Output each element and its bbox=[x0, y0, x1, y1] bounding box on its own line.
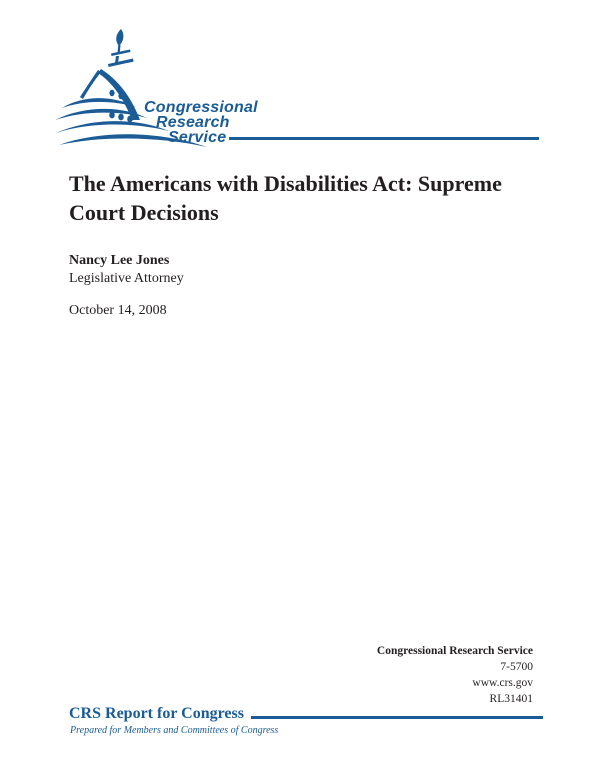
report-title-line-2: Court Decisions bbox=[69, 200, 219, 225]
footer-banner: CRS Report for Congress bbox=[69, 705, 244, 722]
author-role: Legislative Attorney bbox=[69, 271, 184, 286]
footer-tagline: Prepared for Members and Committees of Congress bbox=[70, 725, 279, 736]
author-name: Nancy Lee Jones bbox=[69, 253, 170, 268]
author-block bbox=[69, 252, 184, 288]
header-rule bbox=[229, 137, 539, 140]
report-number: RL31401 bbox=[489, 693, 533, 705]
publisher-org: Congressional Research Service bbox=[376, 645, 533, 657]
report-date: October 14, 2008 bbox=[69, 303, 167, 318]
logo-line-3: Service bbox=[168, 129, 227, 146]
logo-line-2: Research bbox=[156, 114, 230, 131]
report-title bbox=[69, 169, 502, 227]
footer-rule bbox=[251, 716, 543, 719]
publisher-info-block bbox=[377, 643, 533, 707]
publisher-phone: 7-5700 bbox=[500, 661, 533, 673]
publisher-website: www.crs.gov bbox=[472, 677, 533, 689]
report-title-line-1: The Americans with Disabilities Act: Supreme bbox=[69, 171, 502, 196]
logo-line-1: Congressional bbox=[144, 99, 258, 116]
